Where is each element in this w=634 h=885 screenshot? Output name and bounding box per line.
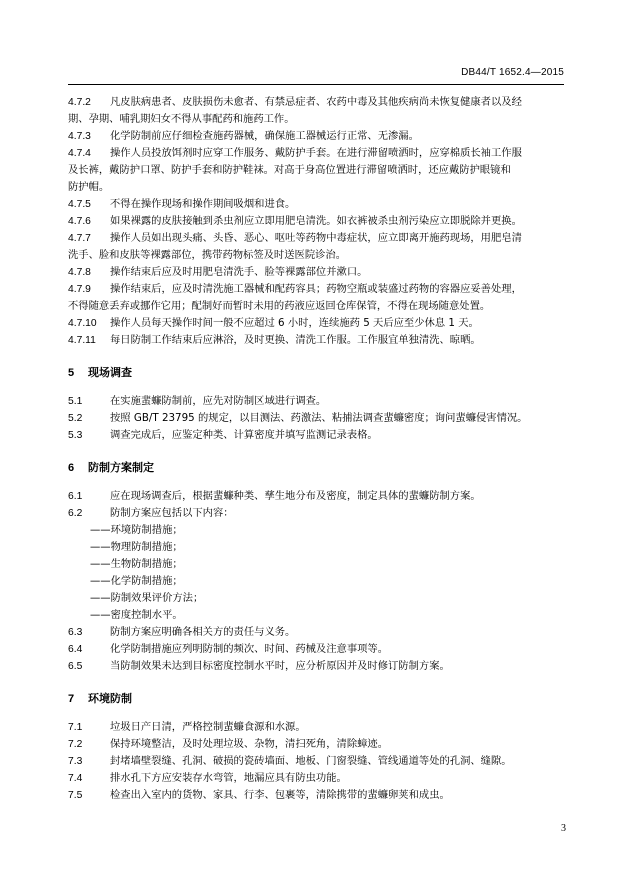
clause-text: 化学防制前应仔细检查施药器械，确保施工器械运行正常、无渗漏。 <box>110 130 419 142</box>
clause-line <box>68 736 566 753</box>
clause-text: 操作结束后应及时用肥皂清洗手、脸等裸露部位并漱口。 <box>110 266 368 278</box>
clause-line <box>68 770 566 787</box>
section-number: 5 <box>68 367 75 379</box>
clause-text: 检查出入室内的货物、家具、行李、包裹等，清除携带的蜚蠊卵荚和成虫。 <box>110 789 450 801</box>
section-5-heading <box>68 364 566 382</box>
section-title: 现场调查 <box>88 366 132 379</box>
clause-text: 封堵墙壁裂缝、孔洞、破损的瓷砖墙面、地板、门窗裂缝、管线通道等处的孔洞、缝隙。 <box>110 755 512 767</box>
section-6-list <box>68 488 566 675</box>
clause-text: 操作人员如出现头痛、头昏、恶心、呕吐等药物中毒症状，应立即离开施药现场，用肥皂清 <box>110 232 522 244</box>
clause-number: 4.7.2 <box>68 97 91 108</box>
section-6-heading <box>68 459 566 477</box>
clause-text: 凡皮肤病患者、皮肤损伤未愈者、有禁忌症者、农药中毒及其他疾病尚未恢复健康者以及经 <box>110 96 522 108</box>
clause-number: 6.4 <box>68 644 83 655</box>
clause-number: 6.1 <box>68 491 83 502</box>
clause-line <box>68 787 566 804</box>
clause-text: 应在现场调查后，根据蜚蠊种类、孳生地分布及密度，制定具体的蜚蠊防制方案。 <box>110 490 481 502</box>
clause-text: 如果裸露的皮肤接触到杀虫剂应立即用肥皂清洗。如衣裤被杀虫剂污染应立即脱除并更换。 <box>110 215 522 227</box>
clause-line <box>68 658 566 675</box>
clause-text: 不得在操作现场和操作期间吸烟和进食。 <box>110 198 296 210</box>
clause-number: 5.3 <box>68 430 83 441</box>
section-7-list <box>68 719 566 804</box>
clause-number: 4.7.4 <box>68 148 91 159</box>
clause-line <box>68 393 566 410</box>
clause-text: 当防制效果未达到目标密度控制水平时，应分析原因并及时修订防制方案。 <box>110 660 450 672</box>
document-body <box>68 94 566 804</box>
clause-number: 6.3 <box>68 627 83 638</box>
clause-continuation: 及长裤，戴防护口罩、防护手套和防护鞋袜。对高于身高位置进行滞留喷洒时，还应戴防护眼镜和 <box>68 164 511 176</box>
list-item: ——环境防制措施； <box>90 524 183 536</box>
clause-text: 按照 GB/T 23795 的规定，以目测法、药激法、粘捕法调查蜚蠊密度；询问蜚蠊侵害情况。 <box>110 412 528 424</box>
clause-line <box>68 753 566 770</box>
clause-line <box>68 719 566 736</box>
clause-line <box>68 213 566 230</box>
clause-line <box>68 505 566 522</box>
clause-number: 4.7.10 <box>68 318 97 329</box>
page-number: 3 <box>561 823 566 834</box>
clause-text: 每日防制工作结束后应淋浴，及时更换、清洗工作服。工作服宜单独清洗、晾晒。 <box>110 334 481 346</box>
clause-number: 4.7.8 <box>68 267 91 278</box>
list-item: ——化学防制措施； <box>90 575 183 587</box>
clause-number: 7.3 <box>68 756 83 767</box>
clause-number: 4.7.7 <box>68 233 91 244</box>
clause-text: 防制方案应明确各相关方的责任与义务。 <box>110 626 296 638</box>
header-rule <box>68 84 564 85</box>
clause-text: 调查完成后，应鉴定种类、计算密度并填写监测记录表格。 <box>110 429 378 441</box>
clause-line <box>68 145 566 162</box>
clause-line <box>68 128 566 145</box>
clause-line <box>68 427 566 444</box>
clause-continuation: 洗手、脸和皮肤等裸露部位，携带药物标签及时送医院诊治。 <box>68 249 347 261</box>
clause-text: 操作人员投放饵剂时应穿工作服务、戴防护手套。在进行滞留喷洒时，应穿棉质长袖工作服 <box>110 147 522 159</box>
list-item: ——物理防制措施； <box>90 541 183 553</box>
clause-continuation: 不得随意丢弃或挪作它用；配制好而暂时未用的药液应返回仓库保管，不得在现场随意处置。 <box>68 300 491 312</box>
clause-line <box>68 641 566 658</box>
list-item: ——生物防制措施； <box>90 558 183 570</box>
clause-line <box>68 94 566 111</box>
document-code: DB44/T 1652.4—2015 <box>461 67 564 78</box>
list-item: ——防制效果评价方法； <box>90 592 204 604</box>
clause-number: 6.5 <box>68 661 83 672</box>
clause-text: 保持环境整洁，及时处理垃圾、杂物，清扫死角，清除蟑迹。 <box>110 738 389 750</box>
clause-line <box>68 230 566 247</box>
clause-line <box>68 281 566 298</box>
clause-number: 7.2 <box>68 739 83 750</box>
section-7-heading <box>68 690 566 708</box>
section-number: 6 <box>68 462 75 474</box>
clause-number: 4.7.9 <box>68 284 91 295</box>
clause-line <box>68 624 566 641</box>
clause-line <box>68 488 566 505</box>
clause-text: 化学防制措施应列明防制的频次、时间、药械及注意事项等。 <box>110 643 389 655</box>
section-title: 防制方案制定 <box>88 461 154 474</box>
clause-number: 6.2 <box>68 508 83 519</box>
clause-line <box>68 264 566 281</box>
clause-text: 在实施蜚蠊防制前，应先对防制区域进行调查。 <box>110 395 327 407</box>
clause-text: 操作结束后，应及时清洗施工器械和配药容具；药物空瓶或装盛过药物的容器应妥善处理， <box>110 283 522 295</box>
clause-number: 7.5 <box>68 790 83 801</box>
list-item: ——密度控制水平。 <box>90 609 183 621</box>
section-title: 环境防制 <box>88 692 132 705</box>
clause-line <box>68 332 566 349</box>
clause-text: 垃圾日产日清，严格控制蜚蠊食源和水源。 <box>110 721 306 733</box>
section-number: 7 <box>68 693 75 705</box>
clause-continuation: 防护帽。 <box>68 181 110 193</box>
section-5-list <box>68 393 566 444</box>
clause-number: 4.7.3 <box>68 131 91 142</box>
clause-line <box>68 315 566 332</box>
clause-line <box>68 410 566 427</box>
clause-text: 操作人员每天操作时间一般不应超过 6 小时，连续施药 5 天后应至少休息 1 天。 <box>110 317 479 329</box>
clause-number: 4.7.5 <box>68 199 91 210</box>
section-4-7-list <box>68 94 566 349</box>
clause-continuation: 期、孕期、哺乳期妇女不得从事配药和施药工作。 <box>68 113 295 125</box>
clause-number: 4.7.6 <box>68 216 91 227</box>
clause-number: 7.4 <box>68 773 83 784</box>
clause-line <box>68 196 566 213</box>
clause-text: 排水孔下方应安装存水弯管，地漏应具有防虫功能。 <box>110 772 347 784</box>
clause-number: 7.1 <box>68 722 83 733</box>
clause-text: 防制方案应包括以下内容： <box>110 507 234 519</box>
clause-number: 5.1 <box>68 396 83 407</box>
clause-number: 4.7.11 <box>68 335 96 346</box>
clause-number: 5.2 <box>68 413 83 424</box>
